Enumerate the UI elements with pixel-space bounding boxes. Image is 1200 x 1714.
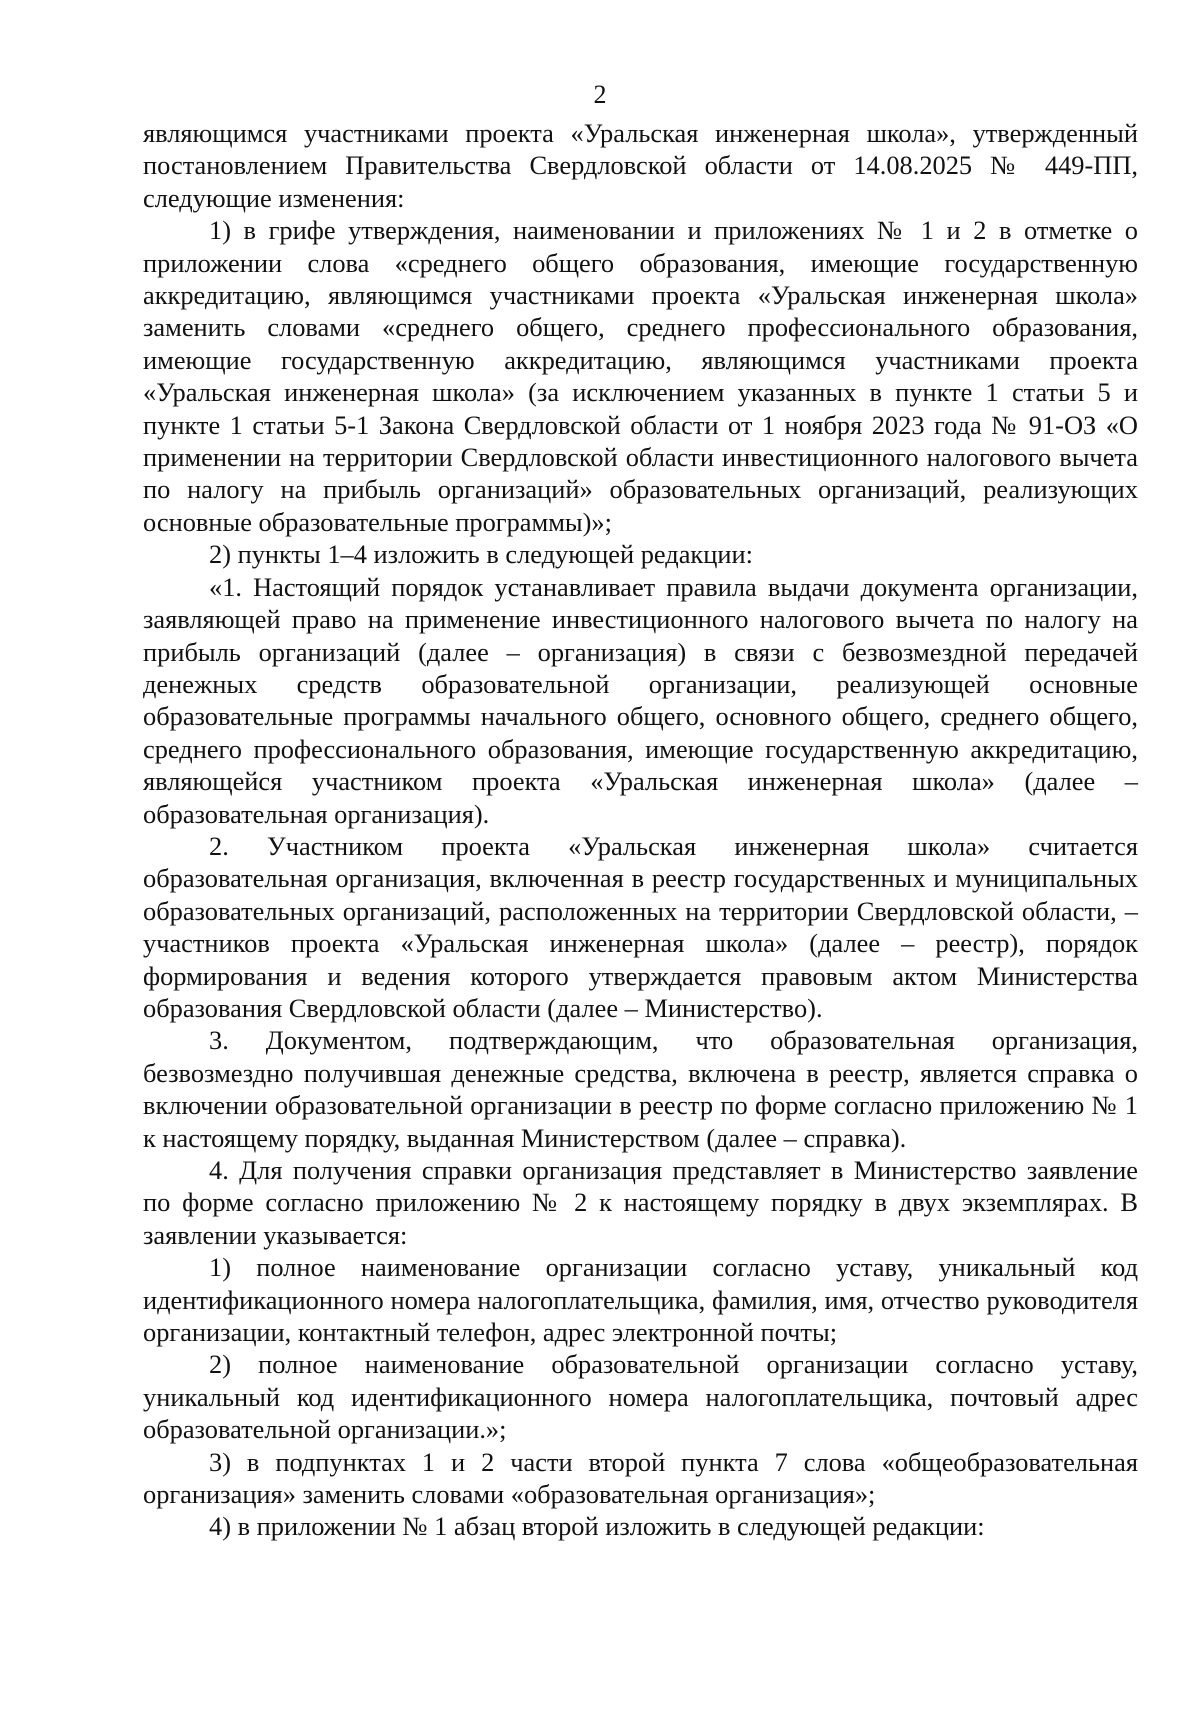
paragraph-intro: являющимся участниками проекта «Уральская инженерная школа», утвержденный постановлением Правительства Свердловской области от 14.08.2025 № 449-ПП, следующие изменения: — [143, 118, 1138, 213]
paragraph-clause-1: «1. Настоящий порядок устанавливает правила выдачи документа организации, заявляющей право на применение инвестиционного налогового вычета по налогу на прибыль организаций (далее – организация) в связи с безвозмездной передачей денежных средств образовательной организации, реализующей основные образовательные программы начального общего, основного общего, среднего общего, среднего профессионального образования, имеющие государственную аккредитацию, являющейся участником проекта «Уральская инженерная школа» (далее – образовательная организация). — [143, 571, 1138, 829]
paragraph-amendment-4: 4) в приложении № 1 абзац второй изложить в следующей редакции: — [209, 1511, 985, 1542]
paragraph-subclause-2: 2) полное наименование образовательной организации согласно уставу, уникальный код идентификационного номера налогоплательщика, почтовый адрес образовательной организации.»; — [143, 1349, 1138, 1445]
page-number: 2 — [593, 80, 607, 109]
paragraph-clause-3: 3. Документом, подтверждающим, что образовательная организация, безвозмездно получившая денежные средства, включена в реестр, является справка о включении образовательной организации в реестр по форме согласно приложению № 1 к настоящему порядку, выданная Министерством (далее – справка). — [143, 1025, 1138, 1153]
paragraph-amendment-1: 1) в грифе утверждения, наименовании и приложениях № 1 и 2 в отметке о приложении слова «среднего общего образования, имеющие государственную аккредитацию, являющимся участниками проекта «Уральская инженерная школа» заменить словами «среднего общего, среднего профессионального образования, имеющие государственную аккредитацию, являющимся участниками проекта «Уральская инженерная школа» (за исключением указанных в пункте 1 статьи 5 и пункте 1 статьи 5-1 Закона Свердловской области от 1 ноября 2023 года № 91-ОЗ «О применении на территории Свердловской области инвестиционного налогового вычета по налогу на прибыль организаций» образовательных организаций, реализующих основные образовательные программы)»; — [143, 215, 1138, 537]
paragraph-amendment-2: 2) пункты 1–4 изложить в следующей редакции: — [209, 539, 753, 570]
paragraph-clause-2: 2. Участником проекта «Уральская инженерная школа» считается образовательная организация, включенная в реестр государственных и муниципальных образовательных организаций, расположенных на территории Свердловской области, – участников проекта «Уральская инженерная школа» (далее – реестр), порядок формирования и ведения которого утверждается правовым актом Министерства образования Свердловской области (далее – Министерство). — [143, 830, 1138, 1023]
document-body — [143, 117, 1138, 1543]
paragraph-clause-4: 4. Для получения справки организация представляет в Министерство заявление по форме согласно приложению № 2 к настоящему порядку в двух экземплярах. В заявлении указывается: — [143, 1155, 1138, 1250]
paragraph-amendment-3: 3) в подпунктах 1 и 2 части второй пункта 7 слова «общеобразовательная организация» заменить словами «образовательная организация»; — [143, 1446, 1138, 1510]
paragraph-subclause-1: 1) полное наименование организации согласно уставу, уникальный код идентификационного номера налогоплательщика, фамилия, имя, отчество руководителя организации, контактный телефон, адрес электронной почты; — [143, 1252, 1138, 1348]
